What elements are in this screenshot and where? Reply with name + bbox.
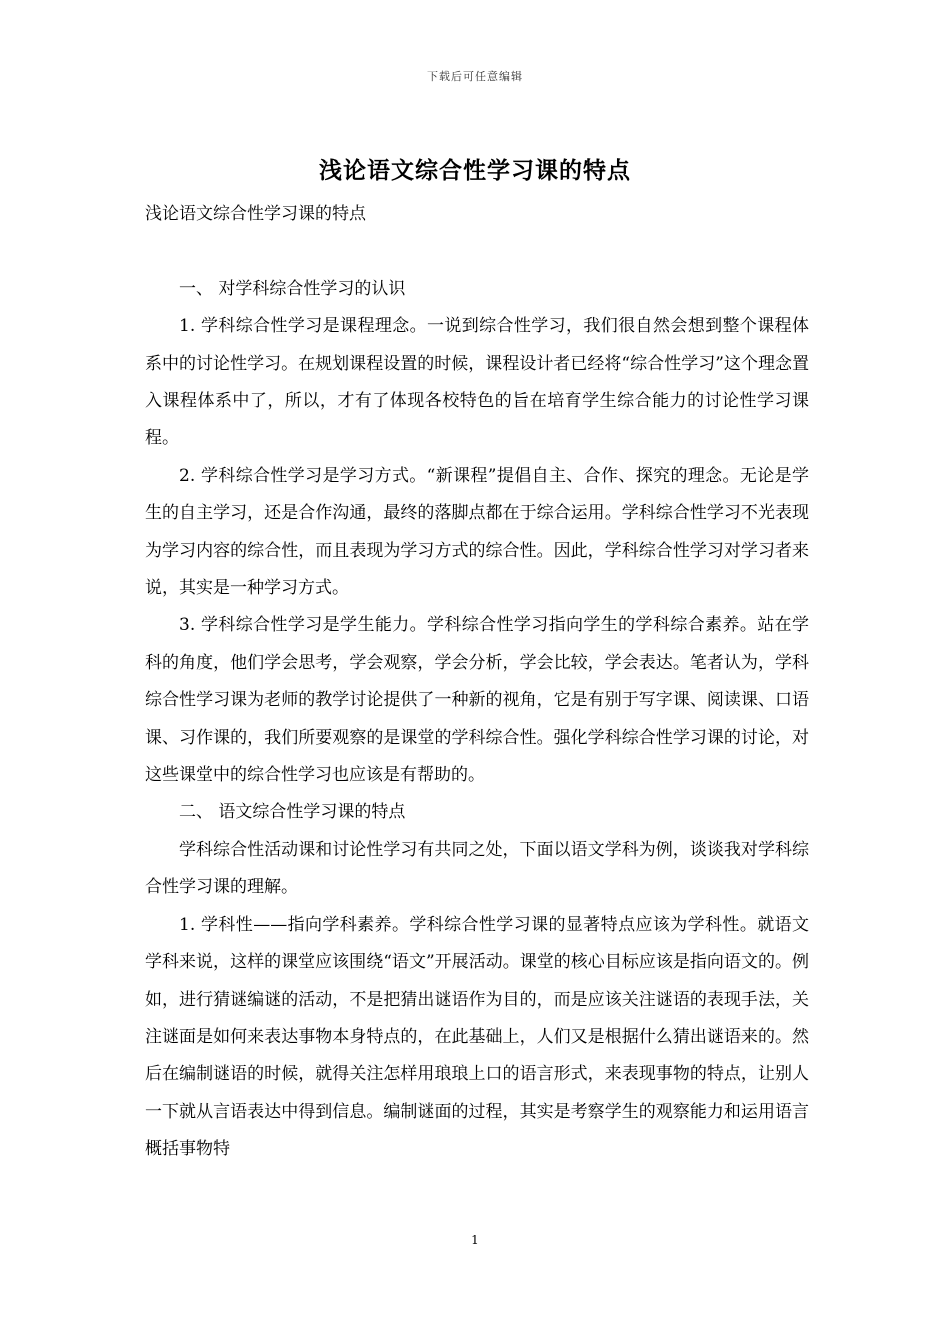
document-title: 浅论语文综合性学习课的特点: [319, 157, 631, 184]
section-heading-2: 二、 语文综合性学习课的特点: [179, 802, 406, 823]
paragraph: 学科综合性活动课和讨论性学习有共同之处，下面以语文学科为例，谈谈我对学科综合性学习课的理解。: [145, 839, 809, 898]
paragraph: 1. 学科性——指向学科素养。学科综合性学习课的显著特点应该为学科性。就语文学科来说，这样的课堂应该围绕“语文”开展活动。课堂的核心目标应该是指向语文的。例如，进行猜谜编谜的活动，不是把猜出谜语作为目的，而是应该关注谜语的表现手法，关注谜面是如何来表达事物本身特点的，在此基础上，人们又是根据什么猜出谜语来的。然后在编制谜语的时候，就得关注怎样用琅琅上口的语言形式，来表现事物的特点，让别人一下就从言语表达中得到信息。编制谜面的过程，其实是考察学生的观察能力和运用语言概括事物特: [145, 914, 809, 1160]
header-note: 下载后可任意编辑: [427, 70, 523, 83]
paragraph: 2. 学科综合性学习是学习方式。“新课程”提倡自主、合作、探究的理念。无论是学生的自主学习，还是合作沟通，最终的落脚点都在于综合运用。学科综合性学习不光表现为学习内容的综合性，而且表现为学习方式的综合性。因此，学科综合性学习对学习者来说，其实是一种学习方式。: [145, 465, 809, 599]
document-body: [145, 196, 809, 1169]
document-subtitle: 浅论语文综合性学习课的特点: [145, 204, 366, 224]
page-number: 1: [471, 1233, 479, 1247]
section-heading-1: 一、 对学科综合性学习的认识: [179, 278, 406, 299]
paragraph: 1. 学科综合性学习是课程理念。一说到综合性学习，我们很自然会想到整个课程体系中的讨论性学习。在规划课程设置的时候，课程设计者已经将“综合性学习”这个理念置入课程体系中了，所以，才有了体现各校特色的旨在培育学生综合能力的讨论性学习课程。: [145, 316, 809, 449]
paragraph: 3. 学科综合性学习是学生能力。学科综合性学习指向学生的学科综合素养。站在学科的角度，他们学会思考，学会观察，学会分析，学会比较，学会表达。笔者认为，学科综合性学习课为老师的教学讨论提供了一种新的视角，它是有别于写字课、阅读课、口语课、习作课的，我们所要观察的是课堂的学科综合性。强化学科综合性学习课的讨论，对这些课堂中的综合性学习也应该是有帮助的。: [145, 615, 809, 786]
